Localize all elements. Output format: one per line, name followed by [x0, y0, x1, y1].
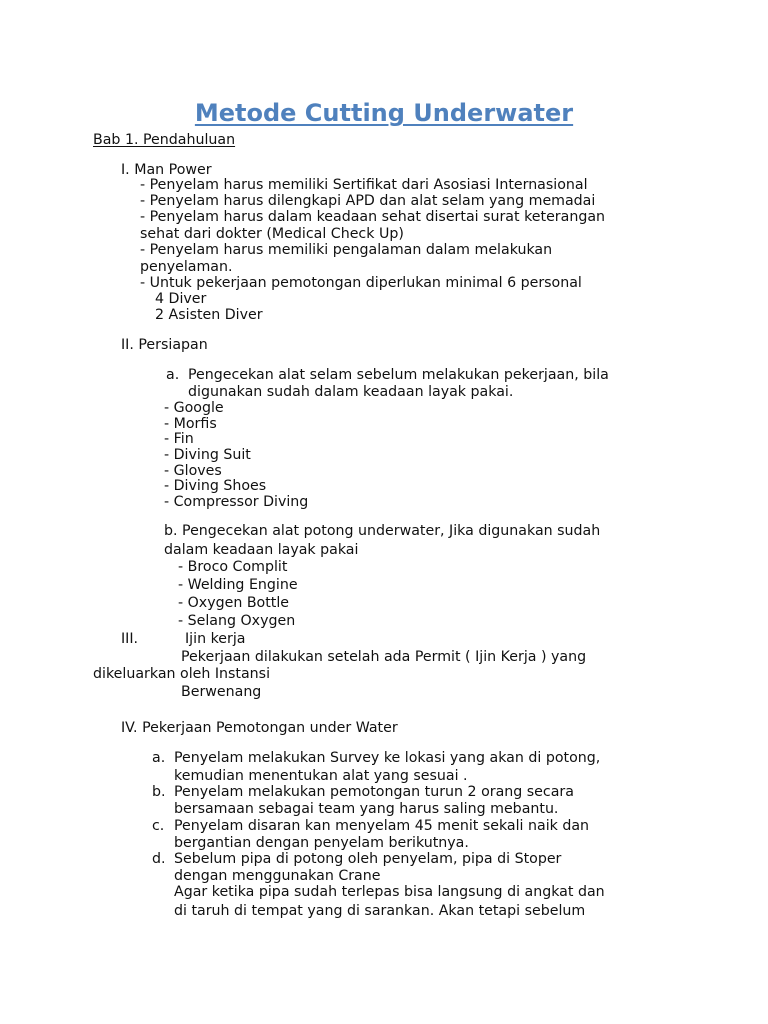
pemotongan-item-line: kemudian menentukan alat yang sesuai . — [174, 768, 468, 784]
section-ijin-number: III. — [121, 631, 139, 647]
section-pemotongan-heading: IV. Pekerjaan Pemotongan under Water — [121, 720, 398, 736]
cutting-equipment-item: - Broco Complit — [178, 559, 288, 575]
cutting-equipment-item: - Welding Engine — [178, 577, 298, 593]
section-persiapan-heading: II. Persiapan — [121, 337, 208, 353]
pemotongan-item-line: Penyelam melakukan Survey ke lokasi yang akan di potong, — [174, 750, 601, 766]
man-power-line: - Untuk pekerjaan pemotongan diperlukan minimal 6 personal — [140, 275, 582, 291]
man-power-line: 2 Asisten Diver — [155, 307, 263, 323]
pemotongan-item-label: a. — [152, 750, 166, 766]
pemotongan-item-line: dengan menggunakan Crane — [174, 868, 381, 884]
persiapan-a-line: Pengecekan alat selam sebelum melakukan pekerjaan, bila — [188, 367, 609, 383]
diving-equipment-item: - Morfis — [164, 416, 217, 432]
document-title: Metode Cutting Underwater — [194, 99, 574, 127]
pemotongan-item-line: Sebelum pipa di potong oleh penyelam, pipa di Stoper — [174, 851, 562, 867]
pemotongan-item-line: bergantian dengan penyelam berikutnya. — [174, 835, 469, 851]
diving-equipment-item: - Diving Suit — [164, 447, 251, 463]
pemotongan-continuation-line: di taruh di tempat yang di sarankan. Akan tetapi sebelum — [174, 903, 586, 919]
man-power-line: - Penyelam harus dalam keadaan sehat disertai surat keterangan — [140, 209, 606, 225]
persiapan-a-line: digunakan sudah dalam keadaan layak pakai. — [188, 384, 514, 400]
diving-equipment-item: - Google — [164, 400, 224, 416]
pemotongan-item-label: c. — [152, 818, 165, 834]
persiapan-a-label: a. — [166, 367, 180, 383]
cutting-equipment-item: - Selang Oxygen — [178, 613, 296, 629]
pemotongan-item-line: Penyelam disaran kan menyelam 45 menit sekali naik dan — [174, 818, 590, 834]
persiapan-b-line: dalam keadaan layak pakai — [164, 542, 359, 558]
ijin-line: Pekerjaan dilakukan setelah ada Permit ( Ijin Kerja ) yang — [181, 649, 587, 665]
man-power-line: penyelaman. — [140, 259, 233, 275]
pemotongan-item-line: bersamaan sebagai team yang harus saling mebantu. — [174, 801, 559, 817]
ijin-line: Berwenang — [181, 684, 262, 700]
ijin-line: dikeluarkan oleh Instansi — [93, 666, 271, 682]
pemotongan-continuation-line: Agar ketika pipa sudah terlepas bisa langsung di angkat dan — [174, 884, 605, 900]
diving-equipment-item: - Fin — [164, 431, 194, 447]
man-power-line: - Penyelam harus dilengkapi APD dan alat selam yang memadai — [140, 193, 596, 209]
diving-equipment-item: - Diving Shoes — [164, 478, 267, 494]
man-power-line: - Penyelam harus memiliki pengalaman dalam melakukan — [140, 242, 553, 258]
man-power-line: 4 Diver — [155, 291, 207, 307]
man-power-line: - Penyelam harus memiliki Sertifikat dari Asosiasi Internasional — [140, 177, 588, 193]
section-man-power-heading: I. Man Power — [121, 162, 212, 178]
chapter-heading: Bab 1. Pendahuluan — [93, 132, 236, 148]
persiapan-b-line: b. Pengecekan alat potong underwater, Jika digunakan sudah — [164, 523, 601, 539]
cutting-equipment-item: - Oxygen Bottle — [178, 595, 290, 611]
pemotongan-item-line: Penyelam melakukan pemotongan turun 2 orang secara — [174, 784, 574, 800]
diving-equipment-item: - Gloves — [164, 463, 222, 479]
pemotongan-item-label: d. — [152, 851, 166, 867]
pemotongan-item-label: b. — [152, 784, 166, 800]
diving-equipment-item: - Compressor Diving — [164, 494, 309, 510]
man-power-line: sehat dari dokter (Medical Check Up) — [140, 226, 404, 242]
section-ijin-heading: Ijin kerja — [185, 631, 246, 647]
